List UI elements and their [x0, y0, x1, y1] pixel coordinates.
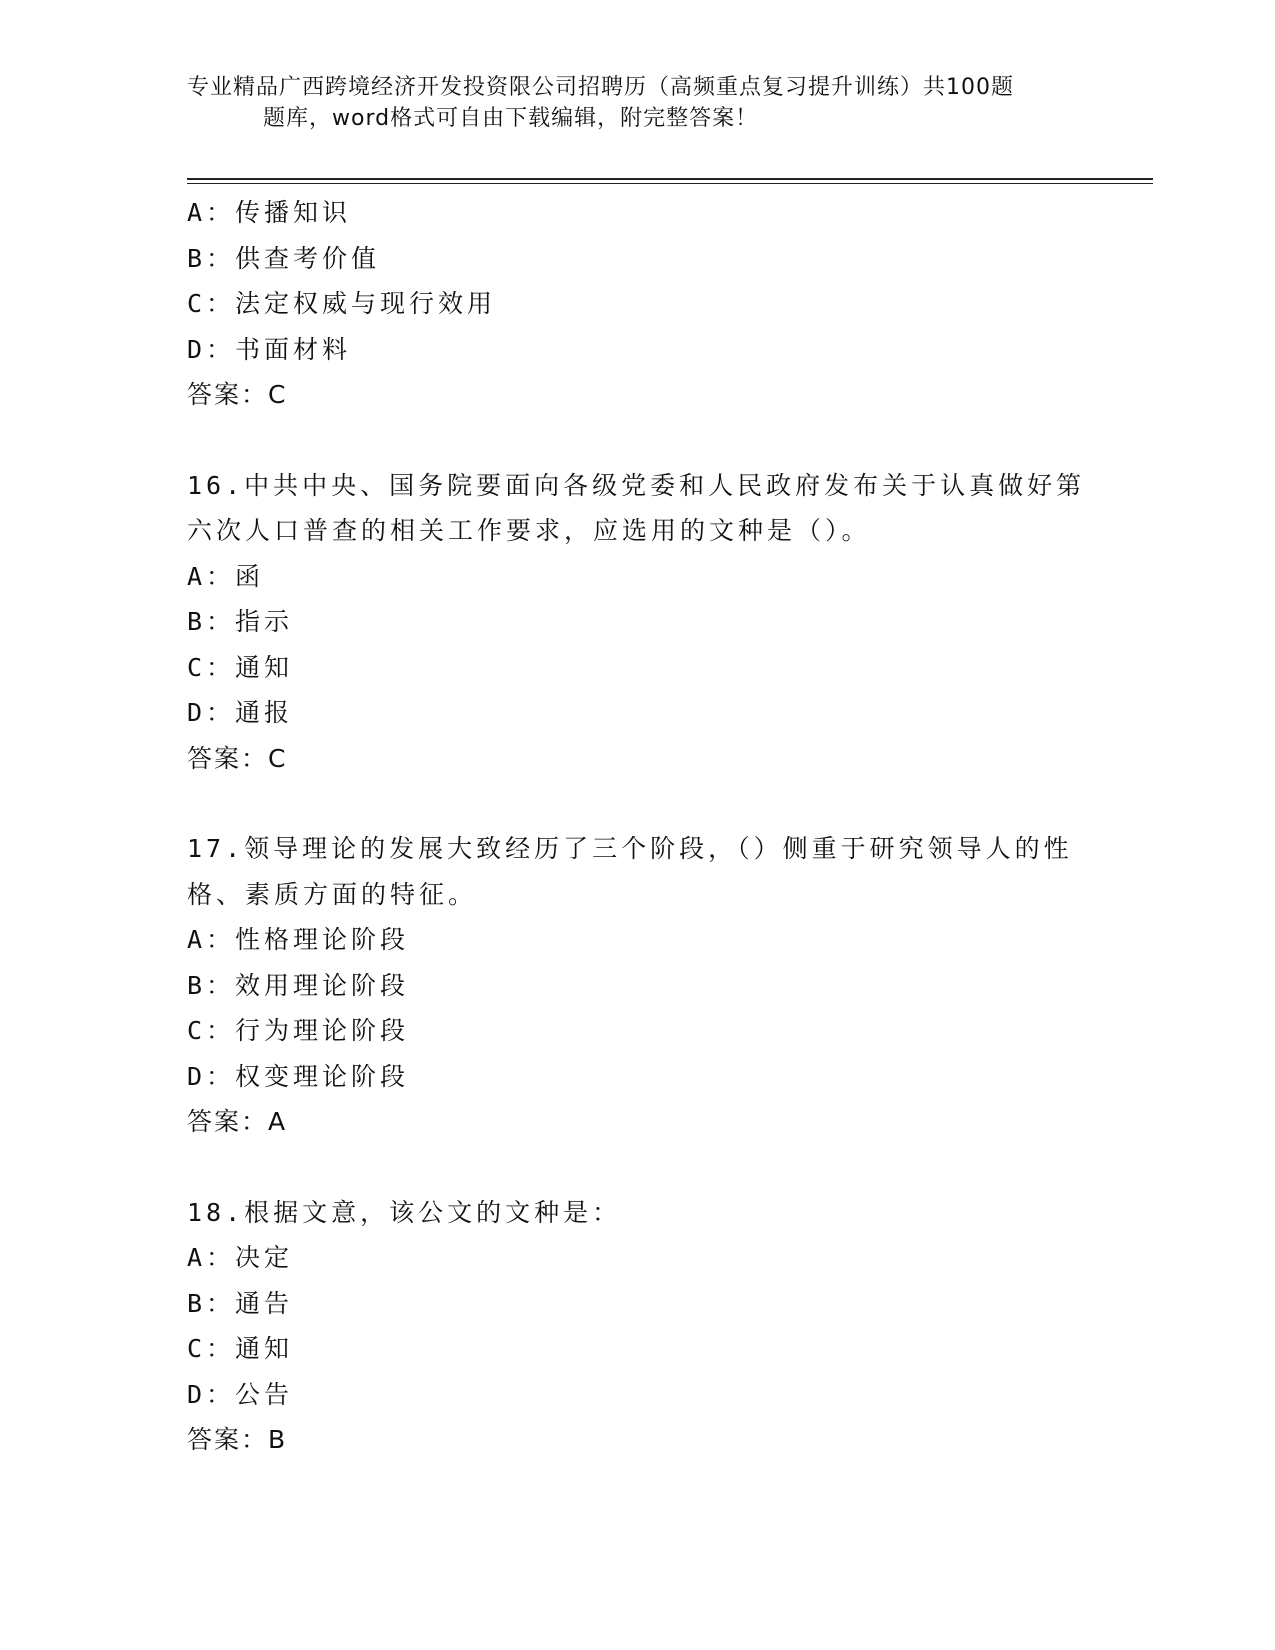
answer-line: 答案：C — [187, 743, 288, 773]
header-divider-thick — [187, 178, 1153, 180]
answer-line: 答案：C — [187, 380, 288, 409]
option-b: B：指示 — [187, 607, 294, 636]
question-text-line2: 六次人口普查的相关工作要求，应选用的文种是（）。 — [187, 516, 871, 545]
option-b: B：通告 — [187, 1288, 294, 1318]
option-a: A：函 — [187, 561, 265, 591]
option-d: D：书面材料 — [187, 334, 352, 364]
option-d: D：通报 — [187, 698, 294, 727]
option-c: C：通知 — [187, 652, 294, 682]
question-block-16 — [187, 463, 1087, 782]
question-text-line1: 18.根据文意，该公文的文种是： — [187, 1197, 622, 1227]
option-d: D：公告 — [187, 1379, 294, 1409]
spacer — [187, 418, 1087, 463]
question-text-line1: 16.中共中央、国务院要面向各级党委和人民政府发布关于认真做好第 — [187, 470, 1086, 500]
option-a: A：决定 — [187, 1243, 294, 1272]
answer-line: 答案：A — [187, 1107, 288, 1136]
question-block-17 — [187, 826, 1087, 1145]
option-d: D：权变理论阶段 — [187, 1061, 410, 1091]
question-text-line2: 格、素质方面的特征。 — [187, 879, 478, 909]
header-title-line1: 专业精品广西跨境经济开发投资限公司招聘历（高频重点复习提升训练）共100题 — [187, 75, 1014, 100]
document-header — [187, 72, 1087, 134]
spacer — [187, 781, 1087, 826]
question-text-line1: 17.领导理论的发展大致经历了三个阶段，（）侧重于研究领导人的性 — [187, 834, 1073, 863]
option-a: A：传播知识 — [187, 198, 352, 227]
question-block-18 — [187, 1190, 1087, 1463]
question-block-prev — [187, 190, 1087, 418]
option-b: B：效用理论阶段 — [187, 970, 410, 1000]
option-c: C：行为理论阶段 — [187, 1016, 410, 1045]
answer-line: 答案：B — [187, 1425, 288, 1454]
option-c: C：通知 — [187, 1334, 294, 1363]
header-title-line2: 题库，word格式可自由下载编辑，附完整答案！ — [263, 106, 759, 131]
option-c: C：法定权威与现行效用 — [187, 289, 497, 318]
spacer — [187, 1145, 1087, 1190]
option-b: B：供查考价值 — [187, 243, 381, 273]
question-list — [187, 190, 1087, 1463]
option-a: A：性格理论阶段 — [187, 925, 410, 954]
header-divider-thin — [187, 183, 1153, 184]
